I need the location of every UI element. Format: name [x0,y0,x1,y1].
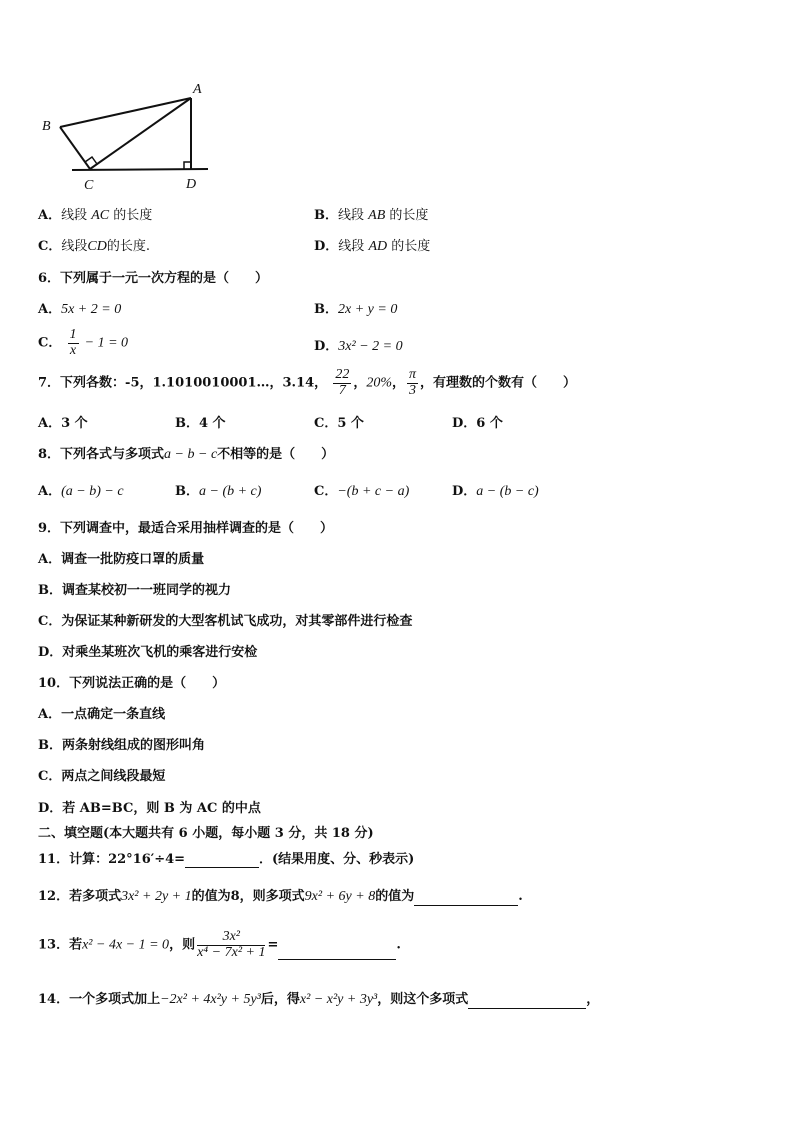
q9-option-c: C．为保证某种新研发的大型客机试飞成功，对其零部件进行检查 [38,614,413,629]
question-10-stem: 10．下列说法正确的是（ ） [38,676,226,691]
question-14: 14．一个多项式加上−2x² + 4x²y + 5y³后，得x² − x²y + 3y³，则这个多项式 ， [38,992,600,1007]
q11-answer-blank[interactable] [185,855,259,868]
label-b: B [42,119,51,134]
q5-option-c: C．线段CD的长度. [38,239,150,254]
q6-option-b: B．2x + y = 0 [314,302,398,317]
q7-fraction-22-7: $\frac{22}{7}$ [335,367,350,398]
q5-option-d: D．线段 AD 的长度 [314,239,431,254]
q7-option-c: C．5 个 [314,416,364,431]
label-a: A [193,82,202,97]
question-9-stem: 9．下列调查中，最适合采用抽样调查的是（ ） [38,521,334,536]
q8-option-b: B．a − (b + c) [175,484,262,499]
ground-line [72,169,208,170]
q8-option-a: A．(a − b) − c [38,484,124,499]
question-11: 11．计算：22°16′÷4= ．(结果用度、分、秒表示) [38,852,415,867]
q7-option-d: D．6 个 [452,416,503,431]
segment-bc [60,127,90,169]
q7-option-b: B．4 个 [175,416,226,431]
question-12: 12．若多项式3x² + 2y + 1的值为8，则多项式9x² + 6y + 8的值为 . [38,889,523,904]
question-13: 13．若x² − 4x − 1 = 0，则 $\frac{\text{3x²}}{\text{x⁴ − 7x² + 1}}$ = . [38,929,401,960]
q6-option-c: C． $\frac{1}{x}$ − 1 = 0 [38,327,129,358]
q9-option-d: D．对乘坐某班次飞机的乘客进行安检 [38,645,258,660]
question-7-stem: 7．下列各数：-5，1.1010010001…，3.14， $\frac{22}{7}$ ，20%， $\frac{\pi}{3}$ ，有理数的个数有（ ） [38,367,577,398]
q13-answer-blank[interactable] [278,947,396,960]
question-8-stem: 8．下列各式与多项式a − b − c不相等的是（ ） [38,447,335,462]
question-6-stem: 6．下列属于一元一次方程的是（ ） [38,271,269,286]
q6-option-d: D．3x² − 2 = 0 [314,339,403,354]
q10-option-d: D．若 AB=BC，则 B 为 AC 的中点 [38,801,261,816]
q10-option-a: A．一点确定一条直线 [38,707,166,722]
q10-option-c: C．两点之间线段最短 [38,769,166,784]
label-c: C [84,178,94,193]
q9-option-b: B．调查某校初一一班同学的视力 [38,583,231,598]
right-angle-mark-d [184,162,191,169]
q10-option-b: B．两条射线组成的图形叫角 [38,738,205,753]
q9-option-a: A．调查一批防疫口罩的质量 [38,552,205,567]
q8-option-c: C．−(b + c − a) [314,484,410,499]
q13-fraction: $\frac{\text{3x²}}{\text{x⁴ − 7x² + 1}}$ [197,929,266,960]
triangle-figure [36,76,216,194]
q5-option-b: B．线段 AB 的长度 [314,208,429,223]
q7-fraction-pi-3: $\frac{\pi}{3}$ [409,367,417,398]
section-2-heading: 二、填空题(本大题共有 6 小题，每小题 3 分，共 18 分) [38,826,374,841]
q6-c-fraction: $\frac{1}{x}$ [69,327,77,358]
q12-answer-blank[interactable] [414,893,518,906]
q14-answer-blank[interactable] [468,996,586,1009]
q6-option-a: A．5x + 2 = 0 [38,302,122,317]
q7-option-a: A．3 个 [38,416,88,431]
q8-option-d: D．a − (b − c) [452,484,539,499]
q5-option-a: A．线段 AC 的长度 [38,208,153,223]
label-d: D [186,177,197,192]
